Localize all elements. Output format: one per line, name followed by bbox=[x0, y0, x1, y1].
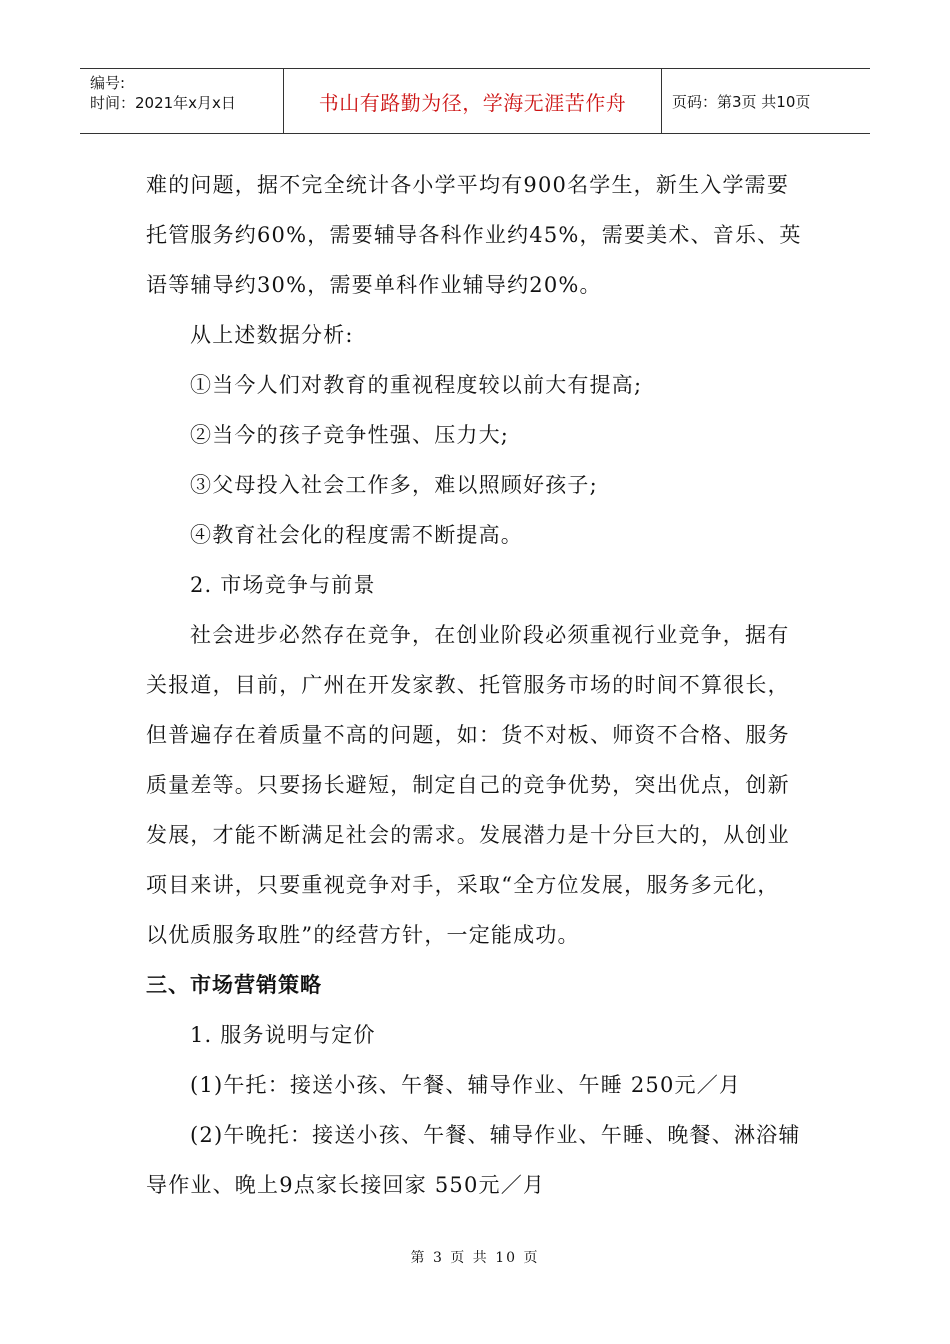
list-item: ①当今人们对教育的重视程度较以前大有提高; bbox=[190, 373, 643, 397]
body-line: 以优质服务取胜”的经营方针，一定能成功。 bbox=[146, 923, 580, 947]
document-body bbox=[146, 160, 810, 1210]
body-line: 发展，才能不断满足社会的需求。发展潜力是十分巨大的，从创业 bbox=[146, 823, 790, 847]
body-line: 难的问题，据不完全统计各小学平均有900名学生，新生入学需要 bbox=[146, 173, 790, 197]
body-line: 关报道，目前，广州在开发家教、托管服务市场的时间不算很长， bbox=[146, 673, 790, 697]
header-page-info: 页码：第3页 共10页 bbox=[672, 92, 811, 111]
subsection-heading: 1. 服务说明与定价 bbox=[190, 1023, 376, 1047]
header-motto: 书山有路勤为径，学海无涯苦作舟 bbox=[284, 69, 662, 133]
list-item: ③父母投入社会工作多，难以照顾好孩子; bbox=[190, 473, 598, 497]
section-heading: 三、市场营销策略 bbox=[146, 973, 322, 997]
body-line: 项目来讲，只要重视竞争对手，采取“全方位发展，服务多元化， bbox=[146, 873, 780, 897]
body-line: 语等辅导约30%，需要单科作业辅导约20%。 bbox=[146, 273, 602, 297]
subsection-heading: 2. 市场竞争与前景 bbox=[190, 573, 376, 597]
list-item: ④教育社会化的程度需不断提高。 bbox=[190, 523, 523, 547]
header-meta bbox=[80, 69, 284, 133]
pricing-item: (1)午托：接送小孩、午餐、辅导作业、午睡 250元／月 bbox=[190, 1073, 742, 1097]
body-line: 但普遍存在着质量不高的问题，如：货不对板、师资不合格、服务 bbox=[146, 723, 790, 747]
document-number-label: 编号: bbox=[90, 74, 126, 92]
body-line: 质量差等。只要扬长避短，制定自己的竞争优势，突出优点，创新 bbox=[146, 773, 790, 797]
body-line: 导作业、晚上9点家长接回家 550元／月 bbox=[146, 1173, 546, 1197]
body-line: 社会进步必然存在竞争，在创业阶段必须重视行业竞争，据有 bbox=[190, 623, 790, 647]
body-line: 托管服务约60%，需要辅导各科作业约45%，需要美术、音乐、英 bbox=[146, 223, 802, 247]
list-item: ②当今的孩子竞争性强、压力大; bbox=[190, 423, 510, 447]
document-date: 时间：2021年x月x日 bbox=[90, 94, 236, 112]
page-header bbox=[80, 68, 870, 134]
page-footer: 第 3 页 共 10 页 bbox=[410, 1250, 540, 1266]
body-line: 从上述数据分析: bbox=[190, 323, 354, 347]
pricing-item: (2)午晚托：接送小孩、午餐、辅导作业、午睡、晚餐、淋浴辅 bbox=[190, 1123, 801, 1147]
